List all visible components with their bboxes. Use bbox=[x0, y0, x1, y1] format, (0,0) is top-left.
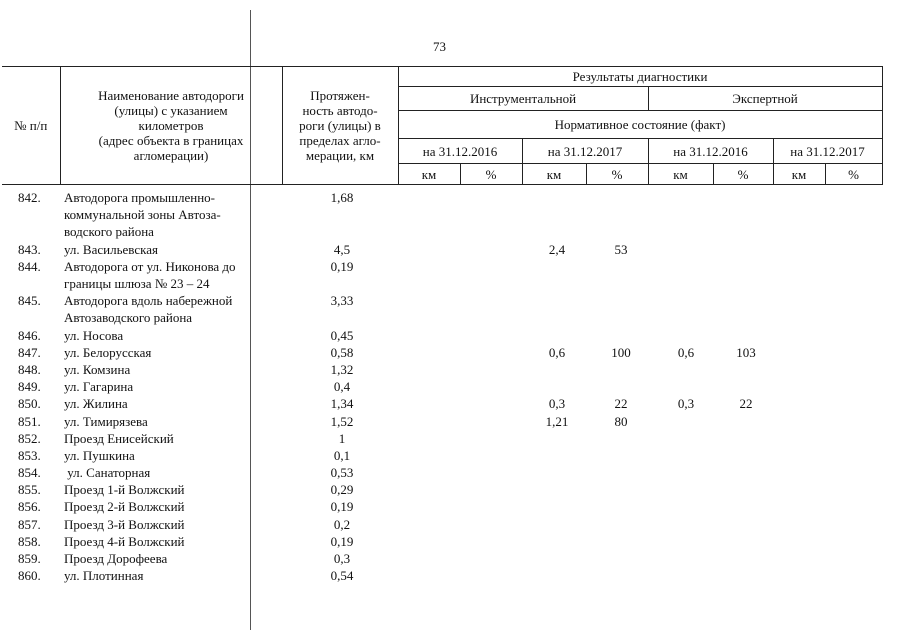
row-number: 853. bbox=[18, 447, 41, 463]
header-name-line: Наименование автодороги bbox=[98, 88, 244, 103]
road-length: 1,52 bbox=[330, 413, 354, 429]
expert-2016-pct: 22 bbox=[739, 396, 753, 412]
table-row bbox=[0, 464, 905, 481]
header-date: на 31.12.2016 bbox=[398, 139, 522, 164]
road-length: 0,2 bbox=[333, 516, 351, 532]
road-length: 0,19 bbox=[330, 499, 354, 515]
road-length: 4,5 bbox=[333, 241, 351, 257]
row-number: 844. bbox=[18, 258, 41, 274]
row-number: 856. bbox=[18, 499, 41, 515]
road-name-line: границы шлюза № 23 – 24 bbox=[64, 275, 210, 291]
instrumental-2017-km: 0,3 bbox=[548, 396, 566, 412]
instrumental-2017-km: 1,21 bbox=[545, 413, 569, 429]
table-row bbox=[0, 344, 905, 361]
road-name-line: ул. Носова bbox=[64, 327, 124, 343]
table-row bbox=[0, 516, 905, 533]
road-name-line: Проезд Енисейский bbox=[64, 430, 174, 446]
table-row bbox=[0, 533, 905, 550]
road-name-line: Проезд 1-й Волжский bbox=[64, 482, 185, 498]
road-name-line: ул. Пушкина bbox=[64, 447, 135, 463]
road-length: 3,33 bbox=[330, 293, 354, 309]
header-date: на 31.12.2017 bbox=[522, 139, 648, 164]
road-name-line: Автодорога промышленно- bbox=[64, 190, 215, 205]
header-unit-km: км bbox=[773, 164, 825, 185]
table-row bbox=[0, 413, 905, 430]
road-name-line: ул. Белорусская bbox=[64, 344, 152, 360]
header-normative: Нормативное состояние (факт) bbox=[398, 111, 882, 139]
table-row bbox=[0, 498, 905, 515]
road-length: 0,53 bbox=[330, 465, 354, 481]
table-row bbox=[0, 241, 905, 258]
expert-2016-pct: 103 bbox=[736, 344, 756, 360]
road-length: 0,45 bbox=[330, 327, 354, 343]
row-number: 848. bbox=[18, 361, 41, 377]
table-row bbox=[0, 327, 905, 344]
road-name-line: Проезд 3-й Волжский bbox=[64, 516, 185, 532]
header-num: № п/п bbox=[2, 67, 60, 185]
header-name-line: агломерации) bbox=[133, 148, 209, 163]
road-length: 0,19 bbox=[330, 533, 354, 549]
road-name-line: ул. Гагарина bbox=[64, 379, 134, 395]
row-number: 849. bbox=[18, 379, 41, 395]
road-length: 0,58 bbox=[330, 344, 354, 360]
header-name-line: (адрес объекта в границах bbox=[98, 133, 244, 148]
header-length-line: ность автодо- bbox=[302, 103, 378, 118]
table-row bbox=[0, 292, 905, 326]
row-number: 850. bbox=[18, 396, 41, 412]
header-name-line: (улицы) с указанием bbox=[114, 103, 228, 118]
road-name-line: ул. Тимирязева bbox=[64, 413, 148, 429]
page-number: 73 bbox=[433, 39, 446, 54]
header-unit-km: км bbox=[398, 164, 460, 185]
road-name-line: Автодорога вдоль набережной bbox=[64, 293, 233, 309]
header-length-line: пределах агло- bbox=[299, 133, 381, 148]
road-length: 0,19 bbox=[330, 258, 354, 274]
table-row bbox=[0, 258, 905, 292]
instrumental-2017-km: 0,6 bbox=[548, 344, 566, 360]
header-length-line: мерации, км bbox=[305, 148, 375, 163]
row-number: 852. bbox=[18, 430, 41, 446]
road-length: 0,1 bbox=[333, 447, 351, 463]
road-name-line: коммунальной зоны Автоза- bbox=[64, 207, 221, 223]
road-name-line: Проезд Дорофеева bbox=[64, 551, 168, 566]
expert-2016-km: 0,6 bbox=[677, 344, 695, 360]
header-unit-km: км bbox=[648, 164, 713, 185]
row-number: 847. bbox=[18, 344, 41, 360]
row-number: 859. bbox=[18, 551, 41, 566]
road-length: 0,3 bbox=[333, 551, 351, 566]
header-date: на 31.12.2017 bbox=[773, 139, 882, 164]
row-number: 855. bbox=[18, 482, 41, 498]
row-number: 846. bbox=[18, 327, 41, 343]
instrumental-2017-pct: 100 bbox=[611, 344, 631, 360]
table-row bbox=[0, 447, 905, 464]
header-unit-km: км bbox=[522, 164, 586, 185]
row-number: 845. bbox=[18, 293, 41, 309]
road-length: 0,29 bbox=[330, 482, 354, 498]
road-name-line: водского района bbox=[64, 224, 154, 240]
row-number: 854. bbox=[18, 465, 41, 481]
header-length-line: роги (улицы) в bbox=[299, 118, 381, 133]
instrumental-2017-pct: 53 bbox=[614, 241, 628, 257]
road-length: 1,32 bbox=[330, 361, 354, 377]
road-length: 1,68 bbox=[330, 190, 354, 205]
row-number: 842. bbox=[18, 190, 41, 205]
road-length: 0,4 bbox=[333, 379, 351, 395]
header-date: на 31.12.2016 bbox=[648, 139, 773, 164]
row-number: 851. bbox=[18, 413, 41, 429]
instrumental-2017-km: 2,4 bbox=[548, 241, 566, 257]
road-name-line: Проезд 4-й Волжский bbox=[64, 533, 185, 549]
road-name-line: Автозаводского района bbox=[64, 310, 193, 326]
road-length: 0,54 bbox=[330, 568, 354, 584]
road-length: 1 bbox=[338, 430, 346, 446]
road-name-line: ул. Санаторная bbox=[64, 465, 151, 481]
table-body bbox=[0, 189, 905, 584]
table-row bbox=[0, 550, 905, 567]
header-instrumental: Инструментальной bbox=[398, 87, 648, 111]
table-row bbox=[0, 189, 905, 241]
road-name-line: Автодорога от ул. Никонова до bbox=[64, 258, 236, 274]
instrumental-2017-pct: 22 bbox=[614, 396, 628, 412]
header-name bbox=[60, 67, 282, 185]
header-length bbox=[282, 67, 398, 185]
header-unit-pct: % bbox=[586, 164, 648, 185]
road-name-line: Проезд 2-й Волжский bbox=[64, 499, 185, 515]
table-row bbox=[0, 567, 905, 584]
row-number: 860. bbox=[18, 568, 41, 584]
road-name-line: ул. Васильевская bbox=[64, 241, 158, 257]
table-row bbox=[0, 395, 905, 412]
header-name-line: километров bbox=[138, 118, 204, 133]
road-name-line: ул. Жилина bbox=[64, 396, 128, 412]
header-unit-pct: % bbox=[825, 164, 882, 185]
table-row bbox=[0, 481, 905, 498]
expert-2016-km: 0,3 bbox=[677, 396, 695, 412]
table-row bbox=[0, 378, 905, 395]
road-name-line: ул. Комзина bbox=[64, 361, 131, 377]
row-number: 858. bbox=[18, 533, 41, 549]
header-unit-pct: % bbox=[713, 164, 773, 185]
header-length-line: Протяжен- bbox=[310, 88, 370, 103]
row-number: 843. bbox=[18, 241, 41, 257]
header-results: Результаты диагностики bbox=[398, 67, 882, 87]
road-name-line: ул. Плотинная bbox=[64, 568, 144, 584]
instrumental-2017-pct: 80 bbox=[614, 413, 628, 429]
road-length: 1,34 bbox=[330, 396, 354, 412]
table-row bbox=[0, 430, 905, 447]
header-expert: Экспертной bbox=[648, 87, 882, 111]
row-number: 857. bbox=[18, 516, 41, 532]
header-unit-pct: % bbox=[460, 164, 522, 185]
diagnostics-table-header bbox=[2, 66, 883, 185]
table-row bbox=[0, 361, 905, 378]
